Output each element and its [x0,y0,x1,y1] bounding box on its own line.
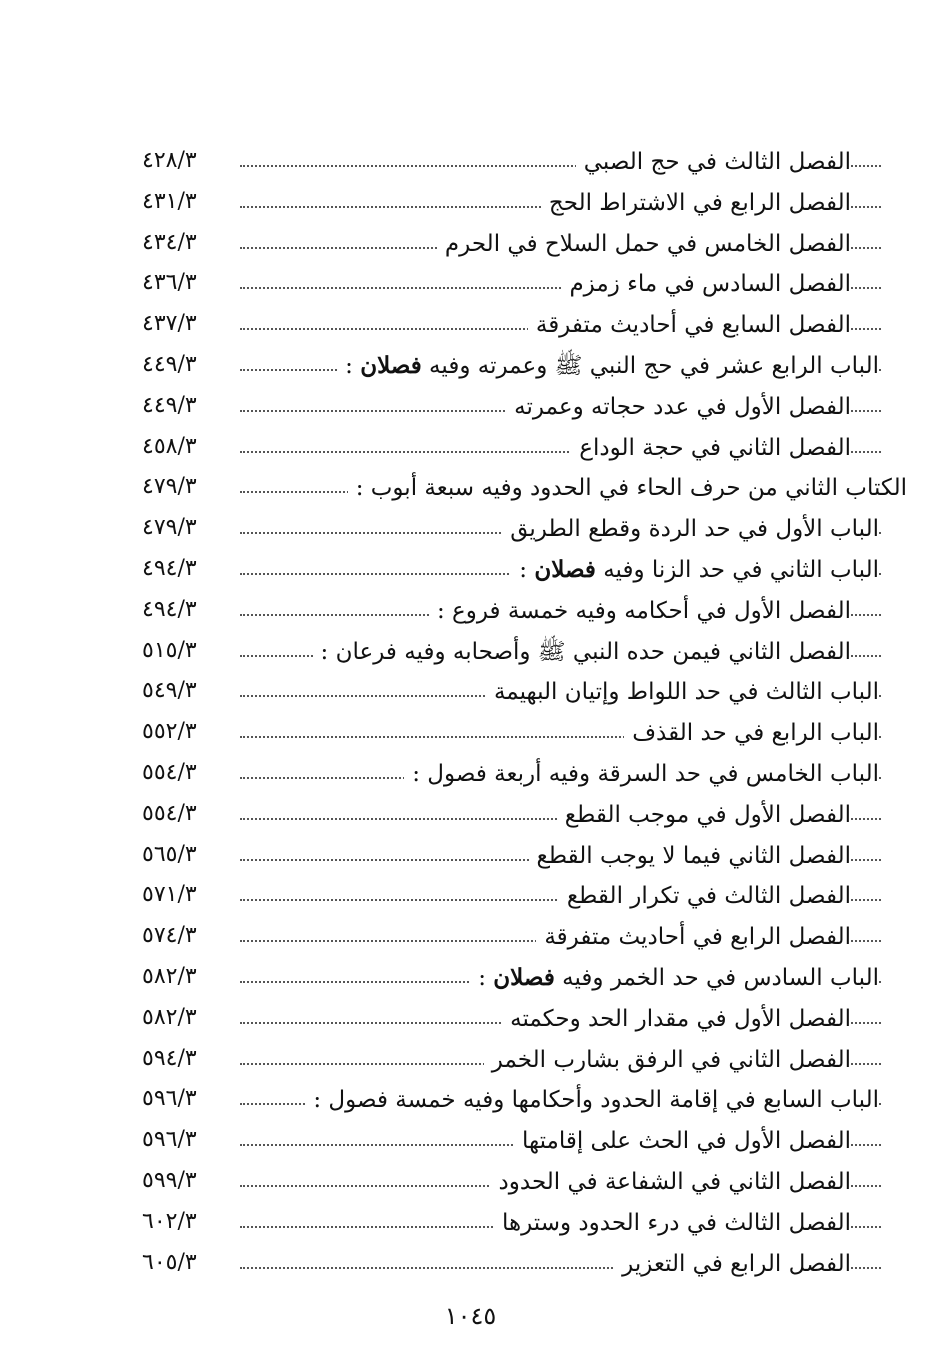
toc-entry-title [514,1127,851,1155]
toc-entry-page: ٥٥٤/٣ [142,800,197,826]
toc-entry-title [536,923,851,951]
toc-entry [0,262,941,303]
toc-entry-title [313,638,851,666]
toc-entry [0,711,941,752]
toc-entry-title [348,474,907,502]
toc-entry-title-text: الفصل السابع في أحاديث متفرقة [535,312,851,339]
toc-entry-page: ٥٩٩/٣ [142,1167,197,1193]
toc-entry [0,589,941,630]
toc-entry [0,344,941,385]
toc-entry-title-text: الباب الثاني في حد الزنا وفيه [595,556,879,583]
toc-entry-title-text: الباب السابع في إقامة الحدود وأحكامها وفيه خمسة فصول : [313,1087,879,1114]
toc-entry [0,834,941,875]
toc-entry-title-text: الفصل الثاني في الشفاعة في الحدود [498,1168,851,1195]
toc-entry-title [337,352,879,380]
toc-entry-title-bold: فصلان [360,351,422,379]
toc-entry-page: ٥١٥/٣ [142,637,197,663]
toc-entry-page: ٥٥٤/٣ [142,759,197,785]
toc-entry-title-text: الفصل الأول في موجب القطع [564,801,851,828]
toc-entry-title-text: الفصل الثالث في تكرار القطع [566,883,851,910]
toc-entry-title-text: الفصل الثاني في الرفق بشارب الخمر [491,1046,851,1073]
toc-entry-title-suffix: : [345,352,361,379]
toc-entry-title [529,842,851,870]
toc-entry [0,1119,941,1160]
toc-entry-page: ٦٠٥/٣ [142,1249,197,1275]
toc-entry-title [561,270,851,298]
toc-entry-title-text: الفصل الثالث في درء الحدود وسترها [501,1209,851,1236]
toc-entry-page: ٤٣١/٣ [142,188,197,214]
toc-entry [0,752,941,793]
toc-entry [0,956,941,997]
toc-entry [0,303,941,344]
toc-entry-title [486,678,879,706]
toc-entry [0,1242,941,1283]
toc-entry-title [576,148,851,176]
toc-entry-page: ٥٦٥/٣ [142,841,197,867]
toc-entry-title-text: الفصل الرابع في الاشتراط الحج [548,189,851,216]
toc-entry-title [528,311,851,339]
toc-entry-title [305,1086,879,1114]
toc-entry-title-bold: فصلان [493,963,555,991]
toc-entry [0,1078,941,1119]
toc-entry-title-text: الفصل الأول في أحكامه وفيه خمسة فروع : [436,597,851,624]
toc-entry-page: ٥٩٤/٣ [142,1045,197,1071]
toc-entry-page: ٥٧٤/٣ [142,923,197,949]
toc-entry-page: ٤٣٤/٣ [142,229,197,255]
toc-entry-title-text: الفصل الثالث في حج الصبي [583,149,851,175]
toc-entry-title [494,1209,851,1237]
toc-entry-title-text: الفصل السادس في ماء زمزم [569,271,851,298]
toc-entry-page: ٥٩٦/٣ [142,1127,197,1153]
toc-entry-title-text: الباب الرابع عشر في حج النبي ﷺ وعمرته وفيه [421,352,879,379]
toc-entry-title [491,1168,851,1196]
toc-entry [0,1201,941,1242]
toc-entry-title-suffix: : [519,556,535,583]
toc-entry [0,874,941,915]
toc-entry [0,181,941,222]
toc-entry-title [557,801,851,829]
toc-entry-title [541,189,851,217]
toc-entry-title-suffix: : [478,964,494,991]
toc-entry [0,222,941,263]
toc-entry-page: ٤٧٩/٣ [142,515,197,541]
toc-entry-page: ٥٤٩/٣ [142,678,197,704]
toc-entry [0,466,941,507]
toc-entry-title [511,556,879,584]
toc-entry-title-text: الفصل الرابع في أحاديث متفرقة [544,924,851,951]
toc-entry-title [502,1005,851,1033]
toc-entry-title-text: الفصل الثاني فيمن حده النبي ﷺ وأصحابه وفيه فرعان : [320,638,851,665]
toc-entry [0,385,941,426]
toc-entry-page: ٤٣٦/٣ [142,270,197,296]
toc-entry-title-text: الفصل الأول في مقدار الحد وحكمته [510,1005,851,1032]
toc-entry-title-text: الباب الرابع في حد القذف [632,720,879,747]
toc-entry-title [614,1250,851,1278]
toc-entry-title [506,393,851,421]
toc-entry-title [429,597,851,625]
toc-entry [0,793,941,834]
toc-entry-title-text: الفصل الخامس في حمل السلاح في الحرم [444,230,851,257]
toc-entry-title-text: الفصل الأول في الحث على إقامتها [521,1128,851,1155]
toc-entry-title-text: الكتاب الثاني من حرف الحاء في الحدود وفيه سبعة أبوب : [355,475,907,502]
toc-entry-page: ٥٨٢/٣ [142,963,197,989]
toc-entry-title-text: الفصل الثاني في حجة الوداع [579,434,851,461]
toc-entry [0,140,941,181]
table-of-contents [0,140,941,1282]
toc-entry-title-text: الفصل الثاني فيما لا يوجب القطع [536,842,851,869]
toc-entry-title-text: الفصل الرابع في التعزير [622,1250,851,1277]
toc-entry-title [624,719,879,747]
toc-entry-title-bold: فصلان [534,555,596,583]
toc-entry [0,997,941,1038]
toc-entry-title-text: الفصل الأول في عدد حجاته وعمرته [514,393,851,420]
toc-entry-title [404,760,879,788]
toc-entry-page: ٤٤٩/٣ [142,351,197,377]
toc-entry [0,630,941,671]
toc-entry-page: ٥٨٢/٣ [142,1004,197,1030]
toc-entry-page: ٤٢٨/٣ [142,148,197,173]
toc-entry-page: ٤٩٤/٣ [142,555,197,581]
toc-entry-title [559,882,851,910]
toc-entry-page: ٥٥٢/٣ [142,719,197,745]
toc-entry-title [571,434,851,462]
toc-entry-page: ٤٥٨/٣ [142,433,197,459]
toc-entry-page: ٥٩٦/٣ [142,1086,197,1112]
toc-entry-page: ٦٠٢/٣ [142,1208,197,1234]
toc-entry-title [484,1046,851,1074]
toc-entry-title-text: الباب الثالث في حد اللواط وإتيان البهيمة [493,679,879,706]
toc-entry-title-text: الباب السادس في حد الخمر وفيه [554,964,879,991]
toc-entry [0,915,941,956]
toc-entry [0,1160,941,1201]
toc-entry-title-text: الباب الخامس في حد السرقة وفيه أربعة فصول : [412,760,879,787]
page-number: ١٠٤٥ [444,1302,497,1330]
toc-entry [0,426,941,467]
toc-entry-page: ٤٤٩/٣ [142,392,197,418]
toc-entry-title [502,515,879,543]
toc-entry-title [470,964,879,992]
toc-entry [0,548,941,589]
toc-entry [0,670,941,711]
toc-entry [0,1038,941,1079]
toc-entry-title-text: الباب الأول في حد الردة وقطع الطريق [510,516,879,543]
toc-entry-page: ٤٩٤/٣ [142,596,197,622]
toc-entry-page: ٤٣٧/٣ [142,311,197,337]
toc-entry-page: ٤٧٩/٣ [142,474,197,500]
toc-entry-page: ٥٧١/٣ [142,882,197,908]
toc-entry [0,507,941,548]
toc-entry-title [437,230,851,258]
